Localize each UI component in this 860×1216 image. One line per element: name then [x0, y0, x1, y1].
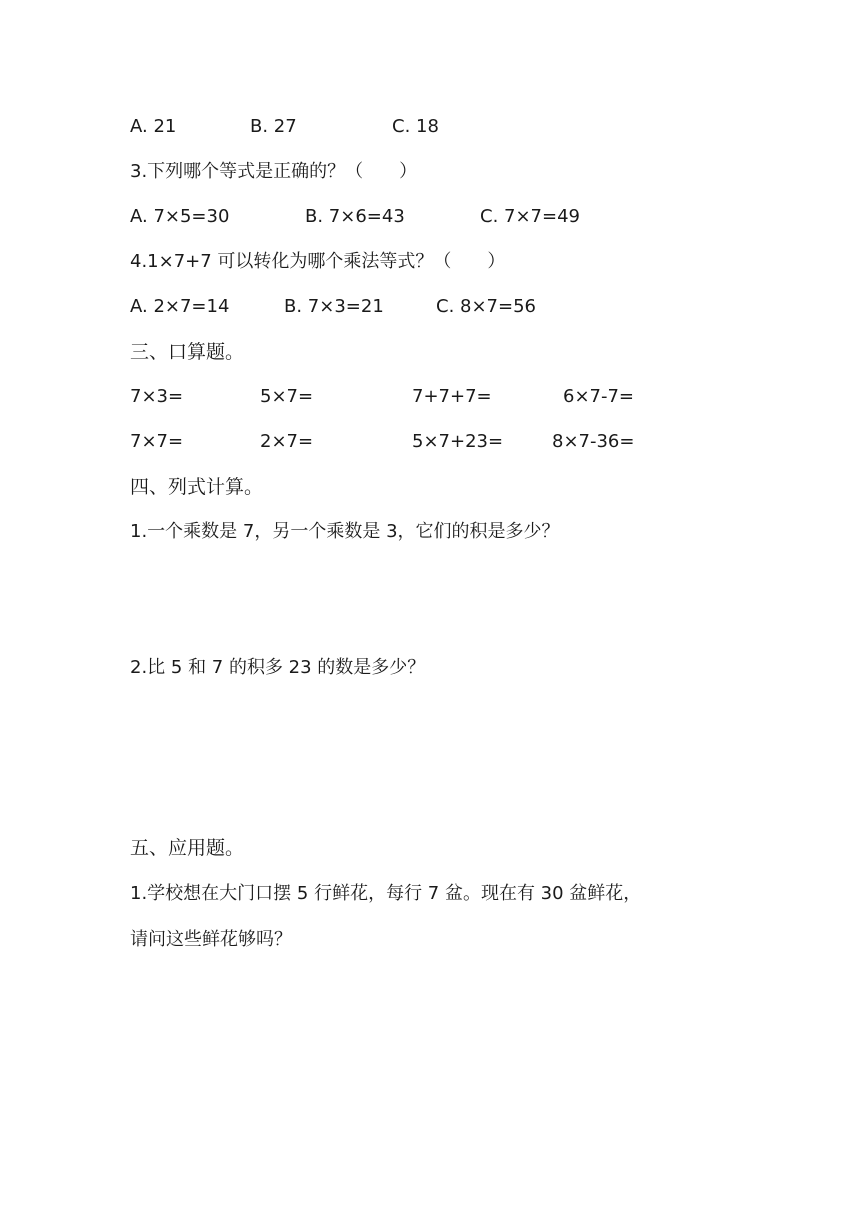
- mental-math-item: 7×7=: [130, 431, 184, 452]
- mental-math-item: 8×7-36=: [552, 431, 635, 452]
- answer-space: [130, 960, 730, 1180]
- q3-option-c: C. 7×7=49: [480, 206, 580, 227]
- section5-title: 五、应用题。: [130, 837, 245, 859]
- section3-title: 三、口算题。: [130, 341, 245, 363]
- section4-question-1: 1.一个乘数是 7，另一个乘数是 3，它们的积是多少？: [130, 521, 560, 542]
- answer-space: [130, 690, 730, 830]
- section4-question-2: 2.比 5 和 7 的积多 23 的数是多少？: [130, 657, 426, 678]
- section5-question-1-line-1: 1.学校想在大门口摆 5 行鲜花，每行 7 盆。现在有 30 盆鲜花，: [130, 883, 642, 904]
- q4-option-a: A. 2×7=14: [130, 296, 230, 317]
- q3-question: 3.下列哪个等式是正确的？（ ）: [130, 161, 418, 182]
- mental-math-item: 7×3=: [130, 386, 184, 407]
- q2-option-c: C. 18: [392, 116, 439, 137]
- q4-option-c: C. 8×7=56: [436, 296, 536, 317]
- mental-math-item: 7+7+7=: [412, 386, 492, 407]
- mental-math-item: 5×7+23=: [412, 431, 504, 452]
- q3-option-b: B. 7×6=43: [305, 206, 405, 227]
- answer-space: [130, 550, 730, 650]
- section4-title: 四、列式计算。: [130, 476, 264, 498]
- section5-question-1-line-2: 请问这些鲜花够吗？: [130, 929, 292, 950]
- q2-option-b: B. 27: [250, 116, 297, 137]
- mental-math-item: 6×7-7=: [563, 386, 635, 407]
- q3-option-a: A. 7×5=30: [130, 206, 230, 227]
- mental-math-item: 5×7=: [260, 386, 314, 407]
- mental-math-item: 2×7=: [260, 431, 314, 452]
- q4-question: 4.1×7+7 可以转化为哪个乘法等式？（ ）: [130, 251, 506, 272]
- q4-option-b: B. 7×3=21: [284, 296, 384, 317]
- q2-option-a: A. 21: [130, 116, 177, 137]
